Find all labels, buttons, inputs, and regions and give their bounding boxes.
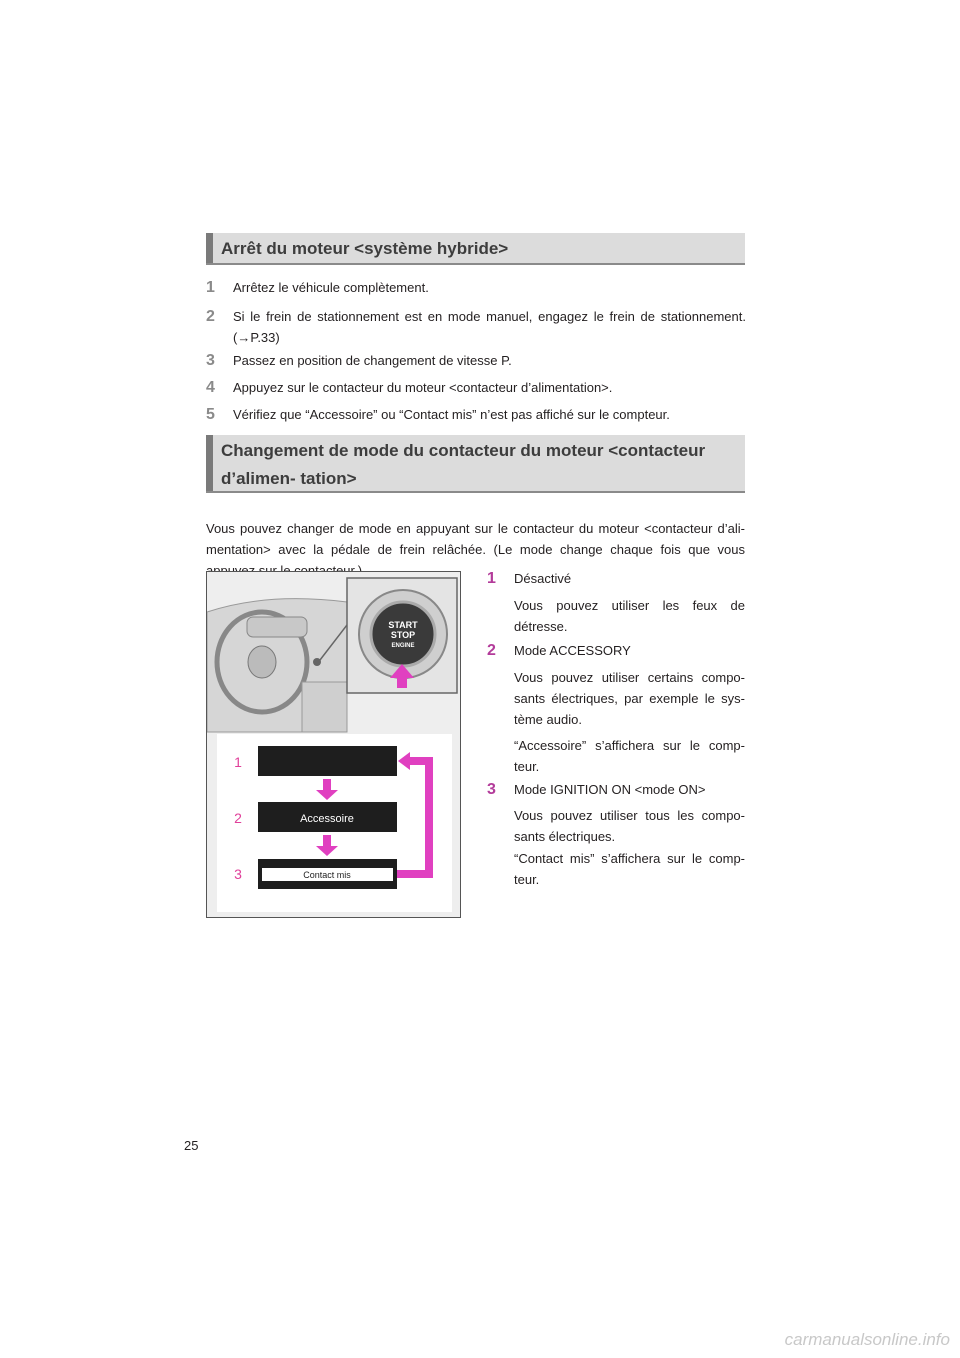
- display-number-2: 2: [234, 810, 242, 826]
- section-header-engine-stop: [206, 233, 745, 265]
- step-1: [206, 277, 746, 298]
- step-number: 4: [206, 379, 215, 396]
- button-line-engine: ENGINE: [391, 643, 415, 649]
- step-text: Si le frein de stationnement est en mode manuel, engagez le frein de stationnement. (→P.33): [233, 309, 746, 345]
- mode-name: Désactivé: [514, 571, 572, 586]
- intro-paragraph: Vous pouvez changer de mode en appuyant sur le contacteur du moteur <contacteur d’ali- mentation> avec la pédale de frein relâchée. (Le mode change chaque fois que vous: [206, 521, 745, 557]
- step-2: [206, 306, 746, 348]
- mode-2: [487, 640, 745, 661]
- button-line-stop: STOP: [390, 630, 416, 640]
- mode-number: 2: [487, 642, 496, 659]
- step-number: 2: [206, 308, 215, 325]
- mode-3-display-note: “Contact mis” s’affichera sur le comp- teur.: [514, 851, 745, 887]
- dashboard-illustration: [207, 572, 461, 918]
- step-4: [206, 377, 746, 398]
- mode-number: 1: [487, 570, 496, 587]
- step-number: 1: [206, 279, 215, 296]
- step-number: 3: [206, 352, 215, 369]
- power-switch-figure: [206, 571, 461, 918]
- mode-name: Mode IGNITION ON <mode ON>: [514, 782, 706, 797]
- section-header-mode-change: [206, 435, 745, 493]
- step-text: Arrêtez le véhicule complètement.: [233, 280, 429, 295]
- mode-3-desc: Vous pouvez utiliser tous les compo- sants électriques.: [514, 808, 745, 844]
- display-off: [258, 746, 397, 776]
- page-number: 25: [184, 1138, 199, 1153]
- watermark: carmanualsonline.info: [784, 1330, 950, 1349]
- mode-2-desc: Vous pouvez utiliser certains compo- sants électriques, par exemple le sys- tème audio.: [514, 670, 745, 727]
- step-text: Passez en position de changement de vitesse P.: [233, 353, 512, 368]
- step-text: Appuyez sur le contacteur du moteur <contacteur d’alimentation>.: [233, 380, 613, 395]
- display-label-contact-mis: Contact mis: [303, 870, 351, 880]
- display-number-1: 1: [234, 754, 242, 770]
- mode-1-desc: Vous pouvez utiliser les feux de détresse.: [514, 598, 745, 634]
- mode-1: [487, 568, 745, 589]
- section-title: Changement de mode du contacteur du moteur <contacteur d’alimen- tation>: [221, 441, 706, 488]
- mode-3: [487, 779, 745, 800]
- step-5: [206, 404, 746, 425]
- display-number-3: 3: [234, 866, 242, 882]
- button-line-start: START: [388, 620, 418, 630]
- step-text: Vérifiez que “Accessoire” ou “Contact mis” n’est pas affiché sur le compteur.: [233, 407, 670, 422]
- mode-2-display-note: “Accessoire” s’affichera sur le comp- teur.: [514, 738, 745, 774]
- section-title: Arrêt du moteur <système hybride>: [221, 239, 509, 258]
- display-label-accessory: Accessoire: [300, 813, 354, 825]
- step-number: 5: [206, 406, 215, 423]
- mode-number: 3: [487, 781, 496, 798]
- step-3: [206, 350, 746, 371]
- mode-name: Mode ACCESSORY: [514, 643, 631, 658]
